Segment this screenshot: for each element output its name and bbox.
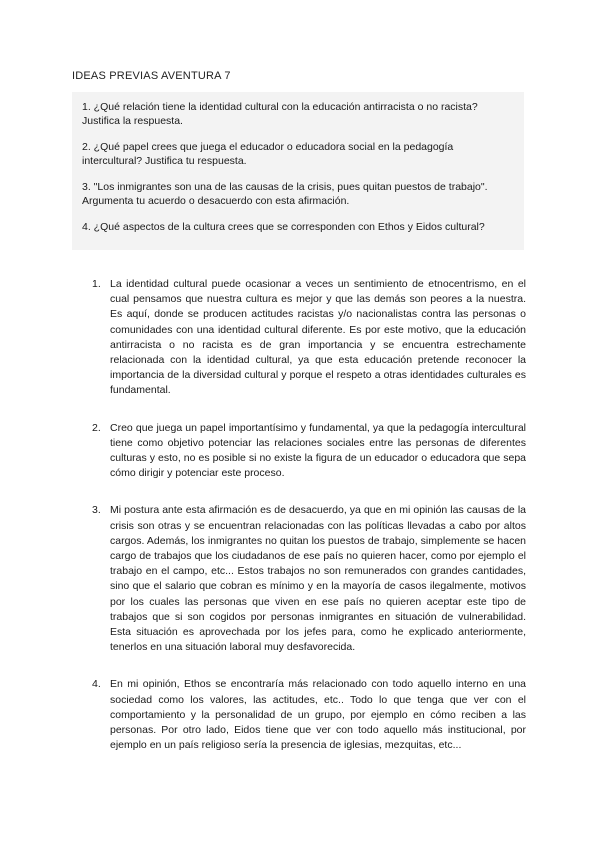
- question-3: 3. "Los inmigrantes son una de las causas de la crisis, pues quitan puestos de trabajo". Argumenta tu acuerdo o desacuerdo con esta afirmación.: [82, 181, 488, 207]
- answer-number: 1.: [92, 278, 101, 290]
- answer-number: 2.: [92, 421, 101, 434]
- answer-2: [92, 421, 526, 482]
- question-4: 4. ¿Qué aspectos de la cultura crees que se corresponden con Ethos y Eidos cultural?: [82, 221, 485, 233]
- answer-text: En mi opinión, Ethos se encontraría más relacionado con todo aquello interno en una sociedad como los valores, las actitudes, etc.. Todo lo que tenga que ver con el comportamiento y la personalidad de un grupo, por ejemplo en cómo reciben a las personas. Por otro lado, Eidos tiene que ver con todo aquello más institucional, por ejemplo en un país religioso sería la presencia de iglesias, mezquitas, etc...: [110, 678, 526, 752]
- answer-number: 3.: [92, 504, 101, 517]
- answer-number: 4.: [92, 678, 101, 691]
- answer-text: Mi postura ante esta afirmación es de desacuerdo, ya que en mi opinión las causas de la crisis son otras y se encuentran relacionadas con las políticas llevadas a cabo por altos cargos. Además, los inmigrantes no quitan los puestos de trabajo, simplemente se hacen cargo de trabajos que los ciudadanos de ese país no quieren hacer, como por ejemplo el trabajo en el campo, etc... Estos trabajos no son remunerados con grandes cantidades, sino que el salario que cobran es mínimo y en la mayoría de casos ilegalmente, motivos por los cuales las personas que viven en ese país no quieren aceptar este tipo de trabajos que si son cogidos por personas inmigrantes en situación de vulnerabilidad. Esta situación es aprovechada por los jefes para, como he explicado anteriormente, tenerlos en una situación laboral muy desfavorecida.: [110, 504, 526, 654]
- answer-text: La identidad cultural puede ocasionar a veces un sentimiento de etnocentrismo, en el cual pensamos que nuestra cultura es mejor y que las demás son peores a la nuestra. Es aquí, donde se producen actitudes racistas y/o nacionalistas contra las personas o comunidades con una identidad cultural diferente. Es por este motivo, que la educación antirracista o no racista es de gran importancia y se encuentra estrechamente relacionada con la identidad cultural, ya que esta educación pretende reconocer la importancia de la diversidad cultural y porque el respeto a otras identidades culturales es fundamental.: [110, 278, 526, 397]
- answers-list: [92, 277, 526, 775]
- questions-box: [72, 92, 524, 250]
- question-1: 1. ¿Qué relación tiene la identidad cultural con la educación antirracista o no racista? Justifica la respuesta.: [82, 101, 478, 127]
- question-2: 2. ¿Qué papel crees que juega el educador o educadora social en la pedagogía intercultural? Justifica tu respuesta.: [82, 141, 454, 167]
- document-title: IDEAS PREVIAS AVENTURA 7: [72, 70, 231, 82]
- answer-1: [92, 277, 526, 399]
- answer-4: [92, 677, 526, 753]
- answer-3: [92, 503, 526, 655]
- answer-text: Creo que juega un papel importantísimo y fundamental, ya que la pedagogía intercultural tiene como objetivo potenciar las relaciones sociales entre las personas de diferentes culturas y esto, no es posible si no existe la figura de un educador o educadora que sepa cómo dirigir y potenciar este proceso.: [110, 421, 526, 480]
